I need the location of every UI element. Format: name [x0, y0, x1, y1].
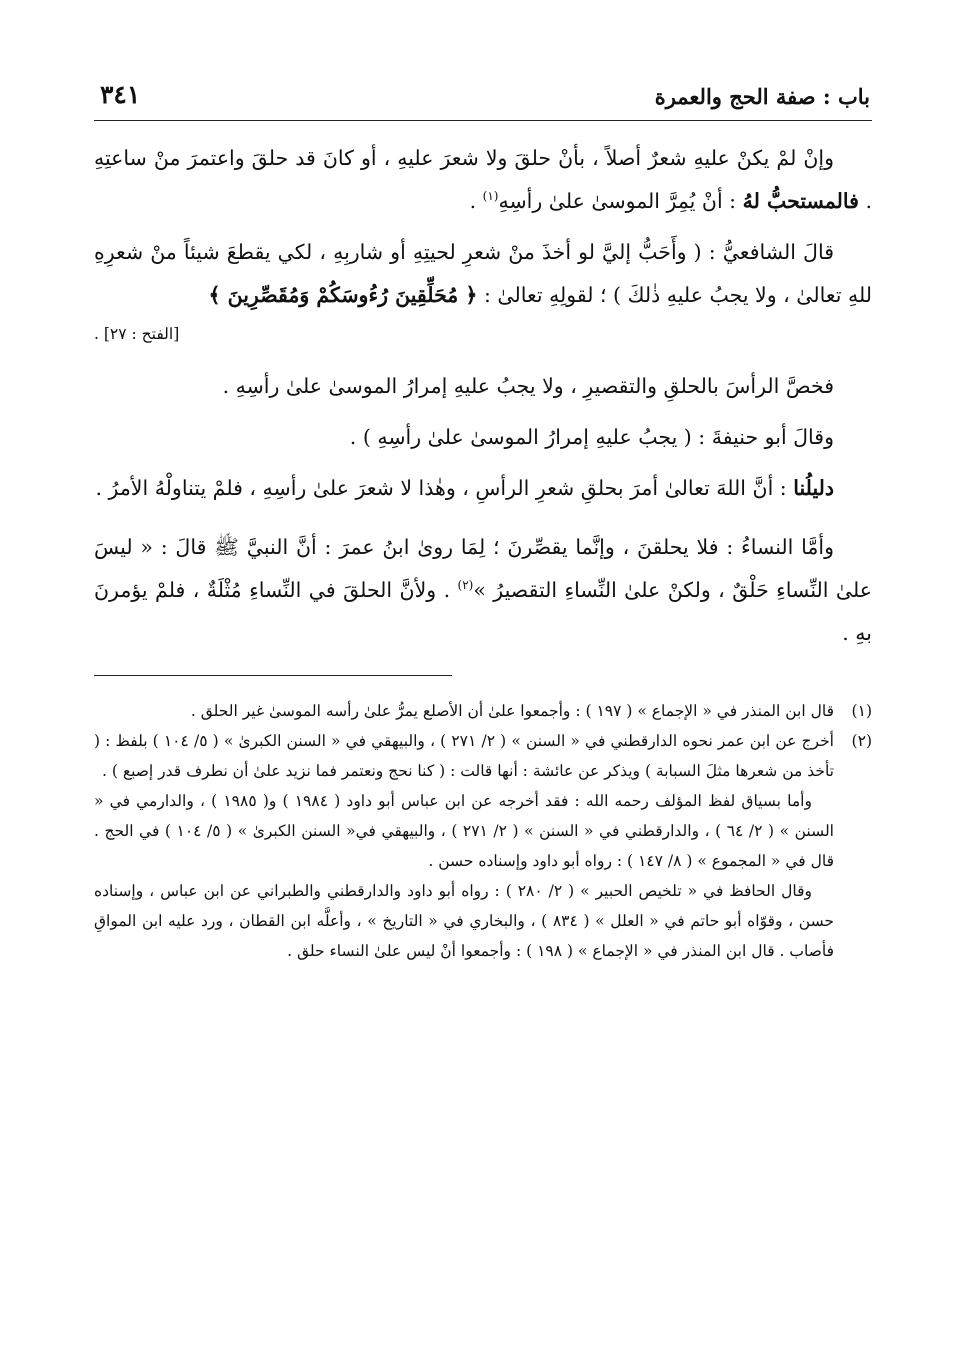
paragraph-6-text-a: وأمَّا النساءُ : فلا يحلقنَ ، وإنَّما يقصِّرنَ ؛ لِمَا روىٰ ابنُ عمرَ : أنَّ النبيَّ ﷺ قالَ : « ليسَ علىٰ النِّساءِ حَلْقٌ ، ولكنْ علىٰ النِّساءِ التقصيرُ » [94, 535, 872, 602]
footnote-2 [94, 726, 872, 966]
paragraph-6-text-b: . ولأنَّ الحلقَ في النِّساءِ مُثْلَةٌ ، فلمْ يؤمرنَ بهِ . [94, 578, 872, 645]
chapter-title: باب : صفة الحج والعمرة [654, 84, 870, 109]
paragraph-1-text-b: : أنْ يُمِرَّ الموسىٰ علىٰ رأسِهِ [498, 189, 743, 213]
paragraph-5 [94, 467, 872, 510]
paragraph-2-text: قالَ الشافعيُّ : ( وأَحَبُّ إليَّ لو أخذَ منْ شعرِ لحيتِهِ أو شاربِهِ ، لكي يقطعَ شيئاً منْ شعرِهِ للهِ تعالىٰ ، ولا يجبُ عليهِ ذٰلكَ ) ؛ لقولِهِ تعالىٰ : [94, 240, 872, 307]
footnote-number: (١) [851, 702, 872, 720]
page-number: ٣٤١ [100, 80, 141, 109]
paragraph-3: فخصَّ الرأسَ بالحلقِ والتقصيرِ ، ولا يجبُ عليهِ إمرارُ الموسىٰ علىٰ رأسِهِ . [222, 374, 834, 398]
footnotes [94, 696, 872, 966]
paragraph-1 [94, 137, 872, 223]
footnote-separator [94, 675, 452, 676]
quran-verse: ﴿ مُحَلِّقِينَ رُءُوسَكُمْ وَمُقَصِّرِينَ ﴾ [208, 283, 478, 307]
main-text [94, 137, 872, 655]
paragraph-1-end: . [469, 189, 483, 213]
paragraph-5-bold-term: دليلُنا [793, 476, 834, 500]
footnote-paragraph: قال ابن المنذر في « الإجماع » ( ١٩٧ ) : وأجمعوا علىٰ أن الأصلع يمرُّ علىٰ رأسه الموسىٰ غير الحلق . [190, 702, 834, 720]
footnote-paragraph: أخرج عن ابن عمر نحوه الدارقطني في « السنن » ( ٢/ ٢٧١ ) ، والبيهقي في « السنن الكبرىٰ » ( ٥/ ١٠٤ ) بلفظ : ( تأخذ من شعرها مثلَ السبابة ) ويذكر عن عائشة : أنها قالت : ( كنا نحج ونعتمر فما نزيد علىٰ أن نطرف قدر إصبع ) . [94, 732, 834, 780]
footnote-marker-2: (٢) [457, 578, 474, 593]
footnote-number: (٢) [851, 732, 872, 750]
footnote-1 [94, 696, 872, 726]
paragraph-6 [94, 526, 872, 655]
paragraph-2 [94, 231, 872, 317]
verse-reference: [الفتح : ٢٧] . [94, 325, 180, 343]
footnote-text [94, 696, 834, 726]
paragraph-1-text-a: وإنْ لمْ يكنْ عليهِ شعرٌ أصلاً ، بأنْ حلقَ ولا شعرَ عليهِ ، أو كانَ قد حلقَ واعتمرَ منْ ساعتِهِ . [94, 146, 872, 213]
footnote-paragraph: وقال الحافظ في « تلخيص الحبير » ( ٢/ ٢٨٠ ) : رواه أبو داود والدارقطني والطبراني عن ابن عباس ، وإسناده حسن ، وقوّاه أبو حاتم في « العلل » ( ٨٣٤ ) ، والبخاري في « التاريخ » ، وأعلَّه ابن القطان ، ورد عليه ابن المواقِ فأصاب . قال ابن المنذر في « الإجماع » ( ١٩٨ ) : وأجمعوا أنْ ليس علىٰ النساء حلق . [94, 882, 834, 960]
paragraph-5-text: : أنَّ اللهَ تعالىٰ أمرَ بحلقِ شعرِ الرأسِ ، وهٰذا لا شعرَ علىٰ رأسِهِ ، فلمْ يتناولْهُ الأمرُ . [95, 476, 794, 500]
paragraph-1-bold-term: فالمستحبُّ لهُ [742, 189, 859, 213]
book-page [94, 78, 872, 1298]
page-header [94, 78, 872, 121]
footnote-text [94, 726, 834, 966]
paragraph-4: وقالَ أبو حنيفةَ : ( يجبُ عليهِ إمرارُ الموسىٰ علىٰ رأسِهِ ) . [349, 425, 834, 449]
footnote-paragraph: وأما بسياق لفظ المؤلف رحمه الله : فقد أخرجه عن ابن عباس أبو داود ( ١٩٨٤ ) و( ١٩٨٥ ) ، والدارمي في « السنن » ( ٢/ ٦٤ ) ، والدارقطني في « السنن » ( ٢/ ٢٧١ ) ، والبيهقي في« السنن الكبرىٰ » ( ٥/ ١٠٤ ) في الحج . قال في « المجموع » ( ٨/ ١٤٧ ) : رواه أبو داود وإسناده حسن . [94, 792, 834, 870]
footnote-marker-1: (١) [482, 189, 499, 204]
